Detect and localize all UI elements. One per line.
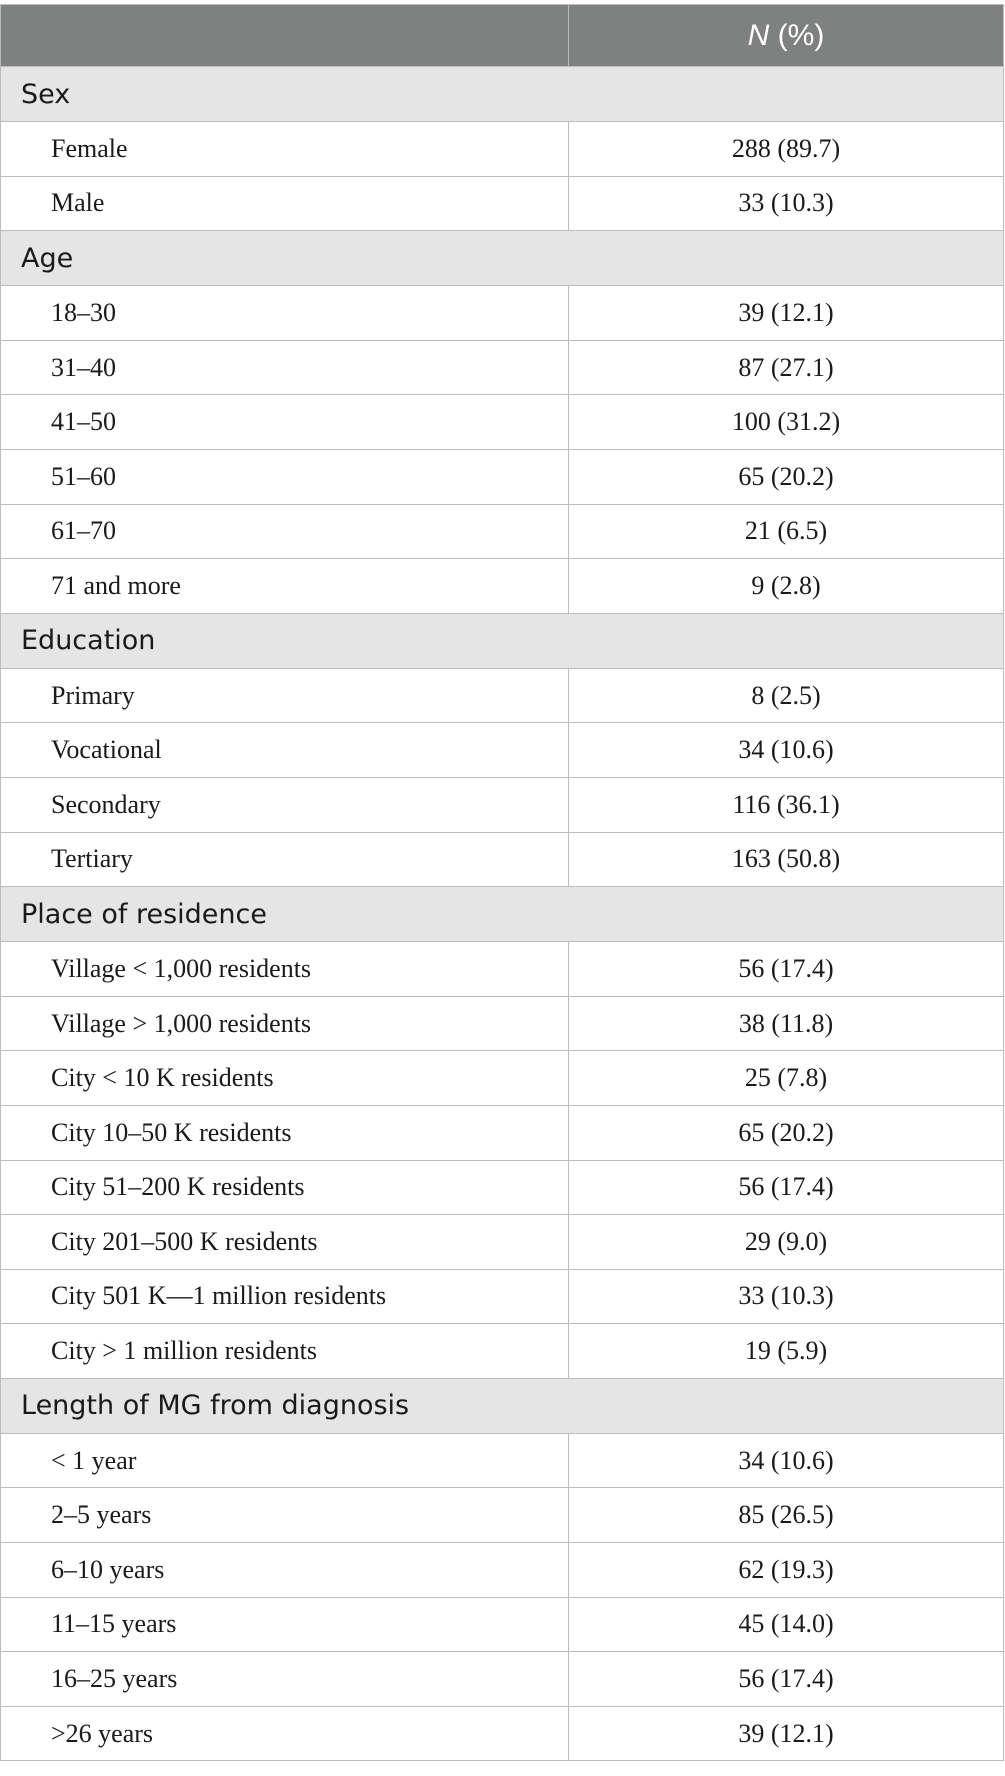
table-row	[1, 777, 1004, 832]
table-row	[1, 340, 1004, 395]
row-label: Secondary	[1, 777, 569, 832]
row-label: Female	[1, 122, 569, 177]
row-value: 39 (12.1)	[569, 1706, 1004, 1761]
row-value: 34 (10.6)	[569, 723, 1004, 778]
row-label: Village < 1,000 residents	[1, 942, 569, 997]
row-value: 38 (11.8)	[569, 996, 1004, 1051]
row-value: 29 (9.0)	[569, 1215, 1004, 1270]
row-label: Primary	[1, 668, 569, 723]
table-row	[1, 1269, 1004, 1324]
header-n: N	[747, 18, 770, 52]
row-value: 34 (10.6)	[569, 1433, 1004, 1488]
table-row	[1, 176, 1004, 231]
table-row	[1, 559, 1004, 614]
section-title: Sex	[1, 67, 1004, 122]
table-row	[1, 996, 1004, 1051]
row-label: Tertiary	[1, 832, 569, 887]
row-value: 25 (7.8)	[569, 1051, 1004, 1106]
row-value: 62 (19.3)	[569, 1543, 1004, 1598]
row-value: 19 (5.9)	[569, 1324, 1004, 1379]
row-value: 163 (50.8)	[569, 832, 1004, 887]
row-value: 56 (17.4)	[569, 942, 1004, 997]
row-label: Village > 1,000 residents	[1, 996, 569, 1051]
row-value: 21 (6.5)	[569, 504, 1004, 559]
row-label: 2–5 years	[1, 1488, 569, 1543]
table-row	[1, 504, 1004, 559]
header-row	[1, 5, 1004, 67]
row-value: 39 (12.1)	[569, 286, 1004, 341]
row-value: 56 (17.4)	[569, 1160, 1004, 1215]
table-row	[1, 832, 1004, 887]
table-row	[1, 1706, 1004, 1761]
table-row	[1, 1160, 1004, 1215]
table-row	[1, 1597, 1004, 1652]
table-row	[1, 395, 1004, 450]
row-label: 16–25 years	[1, 1652, 569, 1707]
table-row	[1, 1652, 1004, 1707]
table-row	[1, 668, 1004, 723]
row-label: City 51–200 K residents	[1, 1160, 569, 1215]
row-label: City 10–50 K residents	[1, 1105, 569, 1160]
section-title: Age	[1, 231, 1004, 286]
section-row	[1, 887, 1004, 942]
table-row	[1, 1215, 1004, 1270]
row-value: 45 (14.0)	[569, 1597, 1004, 1652]
row-label: City 201–500 K residents	[1, 1215, 569, 1270]
row-value: 9 (2.8)	[569, 559, 1004, 614]
row-label: 11–15 years	[1, 1597, 569, 1652]
row-label: City < 10 K residents	[1, 1051, 569, 1106]
section-row	[1, 231, 1004, 286]
row-value: 33 (10.3)	[569, 176, 1004, 231]
table-body	[1, 67, 1004, 1761]
section-title: Education	[1, 613, 1004, 668]
table-row	[1, 1488, 1004, 1543]
row-value: 65 (20.2)	[569, 449, 1004, 504]
row-label: 61–70	[1, 504, 569, 559]
row-label: City > 1 million residents	[1, 1324, 569, 1379]
table-row	[1, 1105, 1004, 1160]
row-value: 116 (36.1)	[569, 777, 1004, 832]
demographics-table	[0, 4, 1004, 1761]
row-value: 288 (89.7)	[569, 122, 1004, 177]
table-row	[1, 286, 1004, 341]
section-row	[1, 613, 1004, 668]
table-row	[1, 942, 1004, 997]
row-label: 31–40	[1, 340, 569, 395]
row-value: 65 (20.2)	[569, 1105, 1004, 1160]
row-label: 18–30	[1, 286, 569, 341]
table-row	[1, 449, 1004, 504]
table-row	[1, 1051, 1004, 1106]
row-label: >26 years	[1, 1706, 569, 1761]
row-label: 71 and more	[1, 559, 569, 614]
row-label: 41–50	[1, 395, 569, 450]
header-n-percent	[569, 5, 1004, 67]
row-label: City 501 K—1 million residents	[1, 1269, 569, 1324]
row-value: 85 (26.5)	[569, 1488, 1004, 1543]
row-value: 33 (10.3)	[569, 1269, 1004, 1324]
row-label: Vocational	[1, 723, 569, 778]
section-row	[1, 67, 1004, 122]
row-label: Male	[1, 176, 569, 231]
row-value: 8 (2.5)	[569, 668, 1004, 723]
row-value: 56 (17.4)	[569, 1652, 1004, 1707]
table-row	[1, 1543, 1004, 1598]
table-row	[1, 122, 1004, 177]
section-title: Length of MG from diagnosis	[1, 1378, 1004, 1433]
row-value: 87 (27.1)	[569, 340, 1004, 395]
row-label: 6–10 years	[1, 1543, 569, 1598]
row-label: 51–60	[1, 449, 569, 504]
header-percent: (%)	[769, 18, 825, 52]
section-row	[1, 1378, 1004, 1433]
row-value: 100 (31.2)	[569, 395, 1004, 450]
table-row	[1, 723, 1004, 778]
section-title: Place of residence	[1, 887, 1004, 942]
header-label-cell	[1, 5, 569, 67]
table-row	[1, 1324, 1004, 1379]
row-label: < 1 year	[1, 1433, 569, 1488]
table-row	[1, 1433, 1004, 1488]
